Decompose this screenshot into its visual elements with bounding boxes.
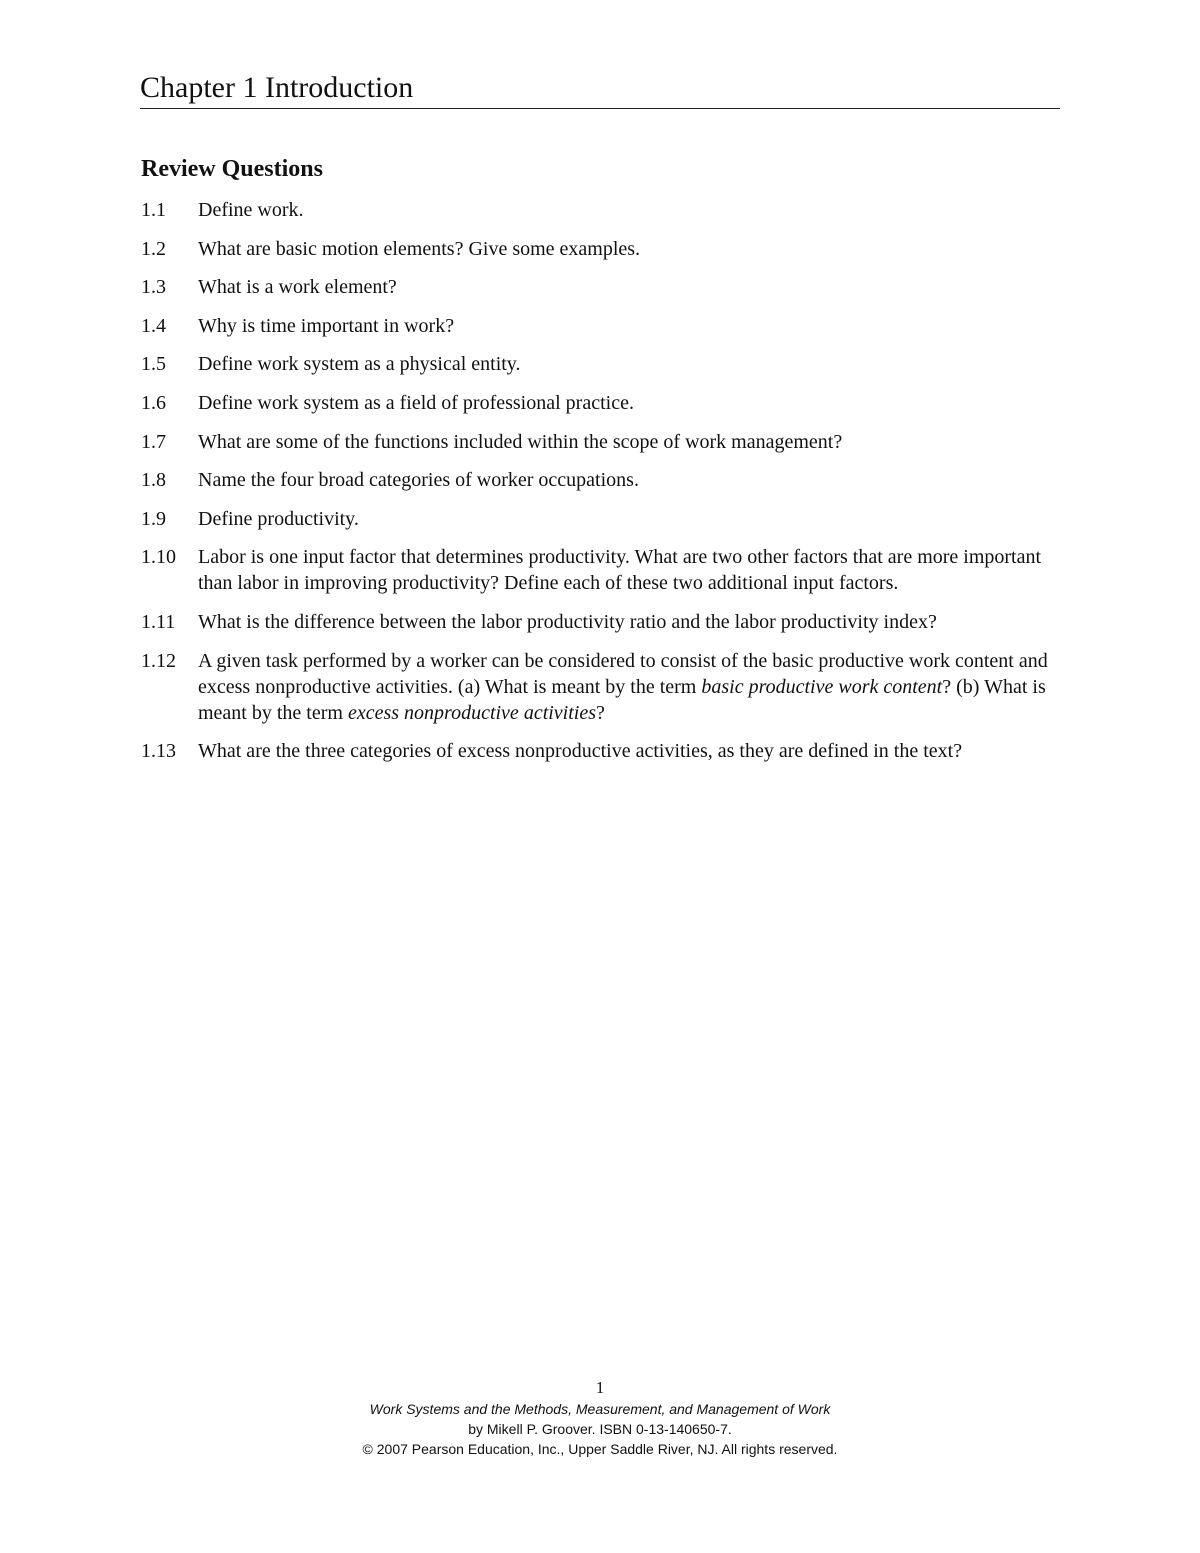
- question-text-segment: Labor is one input factor that determines productivity. What are two other factors that are more important than labor in improving productivity? Define each of these two additional input factors.: [198, 546, 1042, 595]
- question-text: [198, 467, 1056, 493]
- question-text: [198, 351, 1056, 377]
- question-text: [198, 236, 1056, 262]
- question-item: [141, 313, 1056, 339]
- question-text-segment: ? (b) What is meant by the term: [198, 675, 1046, 724]
- question-text-segment: Define productivity.: [198, 507, 359, 530]
- question-text: [198, 738, 1056, 764]
- question-item: [141, 648, 1056, 726]
- question-text: [198, 390, 1056, 416]
- review-questions-list: [141, 197, 1056, 777]
- question-number: 1.12: [141, 649, 176, 672]
- question-item: [141, 738, 1056, 764]
- question-text-segment: What is the difference between the labor productivity ratio and the labor productivity index?: [198, 610, 937, 633]
- question-number: 1.6: [141, 391, 166, 414]
- footer-book-title: Work Systems and the Methods, Measurement, and Management of Work: [369, 1401, 831, 1417]
- question-number: 1.11: [141, 610, 176, 633]
- question-text: [198, 506, 1056, 532]
- question-item: [141, 351, 1056, 377]
- question-text-segment: A given task performed by a worker can be considered to consist of the basic productive work content and excess nonproductive activities. (a) What is meant by the term: [198, 649, 1048, 698]
- question-text-segment: Define work system as a physical entity.: [198, 353, 521, 376]
- question-number: 1.7: [141, 430, 166, 453]
- question-item: [141, 197, 1056, 223]
- question-number: 1.10: [141, 546, 176, 569]
- question-item: [141, 236, 1056, 262]
- question-number: 1.5: [141, 353, 166, 376]
- question-text: [198, 648, 1056, 726]
- question-number: 1.9: [141, 507, 166, 530]
- chapter-title: Chapter 1 Introduction: [140, 71, 414, 104]
- question-text-segment: Name the four broad categories of worker occupations.: [198, 469, 639, 492]
- question-text: [198, 429, 1056, 455]
- question-emphasis: excess nonproductive activities: [347, 701, 597, 724]
- question-text-segment: ?: [596, 701, 605, 724]
- footer-author-line: by Mikell P. Groover. ISBN 0-13-140650-7.: [468, 1421, 732, 1437]
- question-text-segment: What are the three categories of excess nonproductive activities, as they are defined in the text?: [198, 740, 963, 763]
- question-item: [141, 467, 1056, 493]
- question-text: [198, 609, 1056, 635]
- question-text: [198, 274, 1056, 300]
- question-text-segment: Define work.: [198, 199, 304, 221]
- question-text: [198, 544, 1056, 596]
- question-text-segment: What is a work element?: [198, 276, 397, 299]
- question-text-segment: What are some of the functions included within the scope of work management?: [198, 430, 843, 453]
- question-number: 1.3: [141, 276, 166, 299]
- question-number: 1.8: [141, 469, 166, 492]
- page-header: [140, 70, 1060, 109]
- question-item: [141, 429, 1056, 455]
- question-text-segment: What are basic motion elements? Give some examples.: [198, 237, 641, 260]
- question-item: [141, 506, 1056, 532]
- question-item: [141, 609, 1056, 635]
- question-item: [141, 544, 1056, 596]
- question-text-segment: Why is time important in work?: [198, 314, 455, 337]
- question-number: 1.13: [141, 740, 176, 763]
- question-text: [198, 313, 1056, 339]
- question-item: [141, 274, 1056, 300]
- question-item: [141, 390, 1056, 416]
- page-number: 1: [595, 1378, 605, 1397]
- section-heading: Review Questions: [141, 156, 323, 182]
- question-number: 1.2: [141, 237, 166, 260]
- question-emphasis: basic productive work content: [701, 675, 943, 698]
- question-text-segment: Define work system as a field of professional practice.: [198, 391, 634, 414]
- footer-copyright: © 2007 Pearson Education, Inc., Upper Saddle River, NJ. All rights reserved.: [362, 1441, 838, 1457]
- page-footer: [0, 1377, 1200, 1459]
- question-number: 1.1: [141, 199, 166, 221]
- question-number: 1.4: [141, 314, 166, 337]
- question-text: [198, 197, 1056, 223]
